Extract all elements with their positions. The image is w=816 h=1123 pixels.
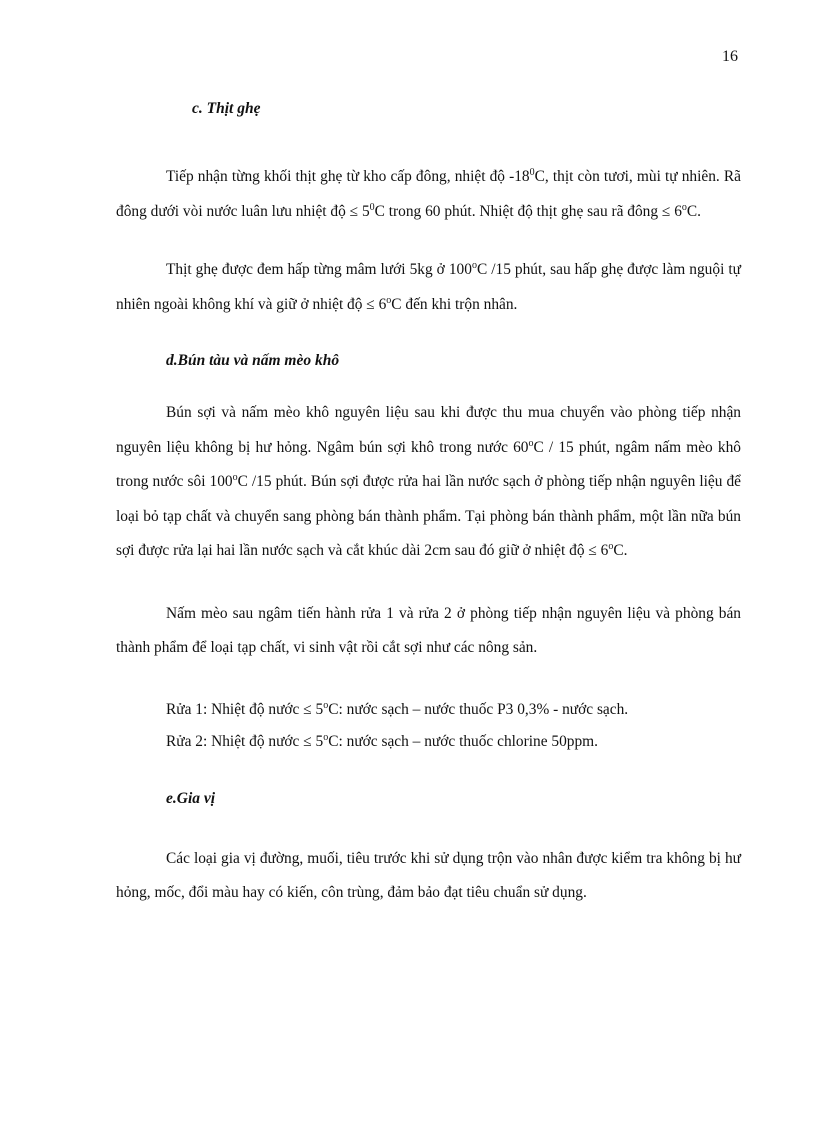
paragraph-e-spices: Các loại gia vị đường, muối, tiêu trước khi sử dụng trộn vào nhân được kiểm tra không bị hư hỏng, mốc, đổi màu hay có kiến, côn trùng, đảm bảo đạt tiêu chuẩn sử dụng. <box>116 849 741 901</box>
section-heading-c: c. Thịt ghẹ <box>192 100 261 117</box>
paragraph-d-noodles: Bún sợi và nấm mèo khô nguyên liệu sau khi được thu mua chuyển vào phòng tiếp nhận nguyên liệu không bị hư hỏng. Ngâm bún sợi khô trong nước 60$^o$C / 15 phút, ngâm nấm mèo khô trong nước sôi 100$^o$C /15 phút. Bún sợi được rửa hai lần nước sạch ở phòng tiếp nhận nguyên liệu để loại bỏ tạp chất và chuyển sang phòng bán thành phẩm. Tại phòng bán thành phẩm, một lần nữa bún sợi được rửa lại hai lần nước sạch và cắt khúc dài 2cm sau đó giữ ở nhiệt độ ≤ $6^oC$. <box>116 404 741 559</box>
paragraph-c-steaming: Thịt ghẹ được đem hấp từng mâm lưới 5kg ở 100$^o$C /15 phút, sau hấp ghẹ được làm nguội tự nhiên ngoài không khí và giữ ở nhiệt độ ≤ $6^oC$ đến khi trộn nhân. <box>116 260 741 313</box>
page-number: 16 <box>722 48 738 65</box>
wash-step-2: Rửa 2: Nhiệt độ nước ≤ $5^oC$: nước sạch – nước thuốc chlorine 50ppm. <box>166 731 598 750</box>
document-body <box>116 98 741 911</box>
section-heading-e: e.Gia vị <box>166 789 216 807</box>
paragraph-d-mushroom: Nấm mèo sau ngâm tiến hành rửa 1 và rửa 2 ở phòng tiếp nhận nguyên liệu và phòng bán thành phẩm để loại tạp chất, vi sinh vật rồi cắt sợi như các nông sản. <box>116 604 741 656</box>
wash-step-1: Rửa 1: Nhiệt độ nước ≤ $5^oC$: nước sạch – nước thuốc P3 0,3% - nước sạch. <box>166 699 629 718</box>
paragraph-c-thawing: Tiếp nhận từng khối thịt ghẹ từ kho cấp đông, nhiệt độ $-18^0C$, thịt còn tươi, mùi tự nhiên. Rã đông dưới vòi nước luân lưu nhiệt độ ≤ $5^0C$ trong 60 phút. Nhiệt độ thịt ghẹ sau rã đông ≤ $6^oC$. <box>116 167 741 220</box>
section-heading-d: d.Bún tàu và nấm mèo khô <box>166 352 340 369</box>
